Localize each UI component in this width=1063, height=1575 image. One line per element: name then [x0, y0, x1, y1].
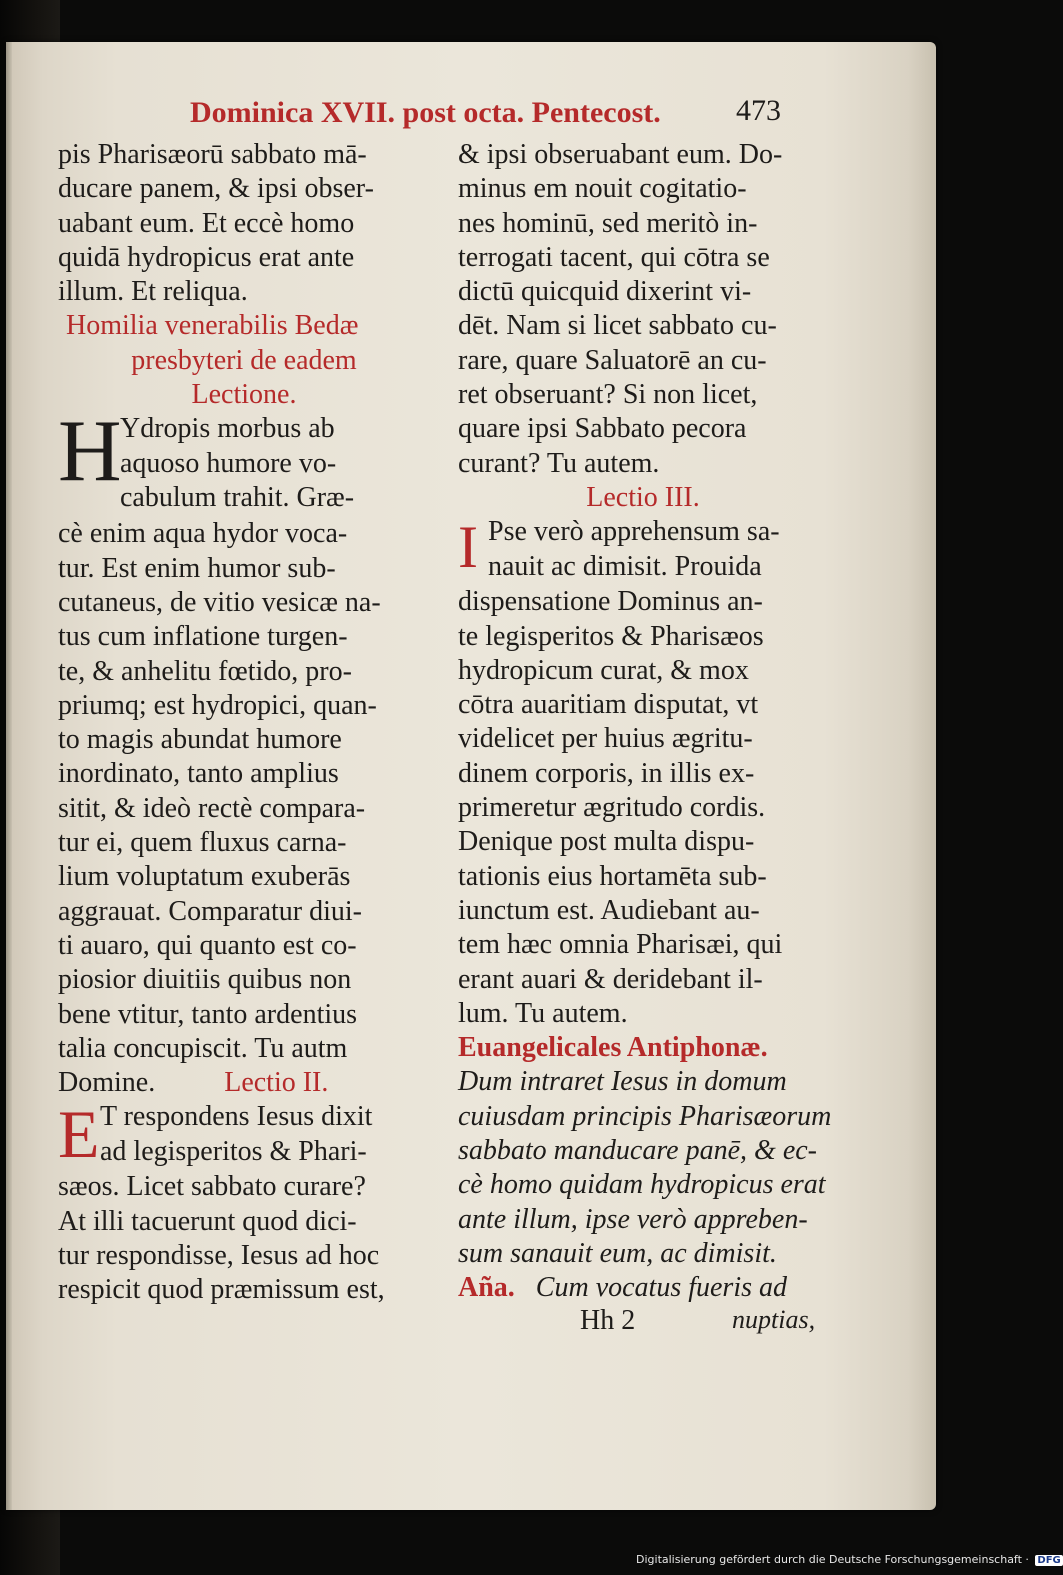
text-line: te legisperitos & Pharisæos [458, 620, 764, 652]
text-line: priumq; est hydropici, quan- [58, 689, 377, 721]
antiphon-line: sabbato manducare panē, & ec- [458, 1135, 817, 1167]
text-line: tur. Est enim humor sub- [58, 552, 336, 584]
text-line: minus em nouit cogitatio- [458, 173, 747, 205]
ana-line [458, 1271, 828, 1305]
text-line: terrogati tacent, qui cōtra se [458, 241, 770, 273]
lectio-iii-paragraph [458, 515, 828, 1031]
running-title: Dominica XVII. post octa. Pentecost. [190, 96, 661, 129]
dfg-logo: DFG [1037, 1555, 1061, 1566]
antiphon-line: cè homo quidam hydropicus erat [458, 1169, 826, 1201]
folio-number: 473 [736, 94, 781, 127]
text-line: to magis abundat humore [58, 724, 342, 756]
antiphon-heading: Euangelicales Antiphonæ. [458, 1032, 768, 1064]
left-column [58, 138, 430, 1308]
text-line: cè enim aqua hydor voca- [58, 518, 348, 550]
digitization-credit [636, 1553, 1063, 1566]
text-line: respicit quod præmissum est, [58, 1274, 385, 1306]
right-column [458, 138, 832, 1306]
text-line: ad legisperitos & Phari- [100, 1135, 367, 1167]
text-line: tur respondisse, Iesus ad hoc [58, 1240, 380, 1272]
lectio-iii-label: Lectio III. [586, 481, 700, 513]
text-line: T respondens Iesus dixit [100, 1101, 373, 1133]
text-line: Denique post multa dispu- [458, 826, 755, 858]
text-line: dinem corporis, in illis ex- [458, 757, 755, 789]
text-line: dictū quicquid dixerint vi- [458, 276, 752, 308]
text-line: Pse verò apprehensum sa- [488, 516, 780, 548]
text-line: rare, quare Saluatorē an cu- [458, 344, 767, 376]
homily-paragraph [58, 403, 430, 1100]
text-line: ducare panem, & ipsi obser- [58, 173, 374, 205]
antiphon-line: sum sanauit eum, ac dimisit. [458, 1237, 777, 1269]
text-line: tem hæc omnia Pharisæi, qui [458, 929, 783, 961]
drop-cap-e: E [58, 1096, 100, 1173]
antiphon-line: cuiusdam principis Pharisæorum [458, 1100, 832, 1132]
text-line: ti auaro, qui quanto est co- [58, 929, 357, 961]
text-line: tus cum inflatione turgen- [58, 621, 348, 653]
text-line: quidā hydropicus erat ante [58, 241, 355, 273]
text-line: tur ei, quem fluxus carna- [58, 827, 347, 859]
text-line: iunctum est. Audiebant au- [458, 894, 760, 926]
text-line: sæos. Licet sabbato curare? [58, 1171, 366, 1203]
drop-cap-i: I [458, 514, 478, 581]
antiphon-line: ante illum, ipse verò appreben- [458, 1203, 808, 1235]
ana-text: Cum vocatus fueris ad [535, 1272, 788, 1304]
catchword: nuptias, [732, 1305, 816, 1334]
antiphon-block [458, 1065, 832, 1305]
text-line: aquoso humore vo- [120, 447, 337, 479]
text-line: lium voluptatum exuberās [58, 861, 351, 893]
text-line: quare ipsi Sabbato pecora [458, 413, 747, 445]
text-line: illum. Et reliqua. [58, 276, 248, 308]
text-line: bene vtitur, tanto ardentius [58, 998, 358, 1030]
text-line: nauit ac dimisit. Prouida [488, 550, 762, 582]
drop-cap-h: H [58, 403, 122, 501]
ana-label: Aña. [458, 1272, 515, 1304]
text-line: pis Pharisæorū sabbato mā- [58, 139, 367, 170]
text-line: sitit, & ideò rectè compara- [58, 792, 366, 824]
text-line: At illi tacuerunt quod dici- [58, 1205, 357, 1237]
text-line: tationis eius hortamēta sub- [458, 860, 767, 892]
text-line: te, & anhelitu fœtido, pro- [58, 655, 352, 687]
lectio-ii-label: Lectio II. [224, 1067, 329, 1099]
text-line: curant? Tu autem. [458, 447, 660, 479]
text-line: Ydropis morbus ab [120, 413, 335, 445]
text-line: nes hominū, sed meritò in- [458, 207, 758, 239]
domine-line [58, 1066, 430, 1100]
homily-heading-line: Homilia venerabilis Bedæ [66, 310, 359, 342]
text-line: uabant eum. Et eccè homo [58, 207, 355, 239]
text-line: cabulum trahit. Græ- [120, 481, 355, 513]
page-gutter-edge [6, 42, 12, 1510]
text-line: & ipsi obseruabant eum. Do- [458, 139, 783, 170]
text-line: erant auari & deridebant il- [458, 963, 763, 995]
text-line: inordinato, tanto amplius [58, 758, 339, 790]
text-line: primeretur ægritudo cordis. [458, 792, 766, 824]
text-line: piosior diuitiis quibus non [58, 964, 352, 996]
text-line: dēt. Nam si licet sabbato cu- [458, 310, 777, 342]
signature-mark: Hh 2 [580, 1305, 636, 1336]
homily-heading-line: presbyteri de eadem [131, 344, 357, 376]
text-line: cōtra auaritiam disputat, vt [458, 689, 759, 721]
text-line: dispensatione Dominus an- [458, 586, 763, 618]
text-line: ret obseruant? Si non licet, [458, 379, 758, 411]
text-line: hydropicum curat, & mox [458, 654, 749, 686]
antiphon-line: Dum intraret Iesus in domum [458, 1066, 787, 1098]
credit-text: Digitalisierung gefördert durch die Deutsche Forschungsgemeinschaft · [636, 1553, 1029, 1566]
homily-heading-line: Lectione. [191, 379, 297, 411]
text-line: aggrauat. Comparatur diui- [58, 895, 363, 927]
lectio-ii-paragraph [58, 1096, 430, 1307]
text-line: videlicet per huius ægritu- [458, 723, 753, 755]
text-line: lum. Tu autem. [458, 997, 628, 1029]
domine-text: Domine. [58, 1067, 156, 1099]
text-line: cutaneus, de vitio vesicæ na- [58, 586, 381, 618]
text-line: talia concupiscit. Tu autm [58, 1032, 348, 1064]
